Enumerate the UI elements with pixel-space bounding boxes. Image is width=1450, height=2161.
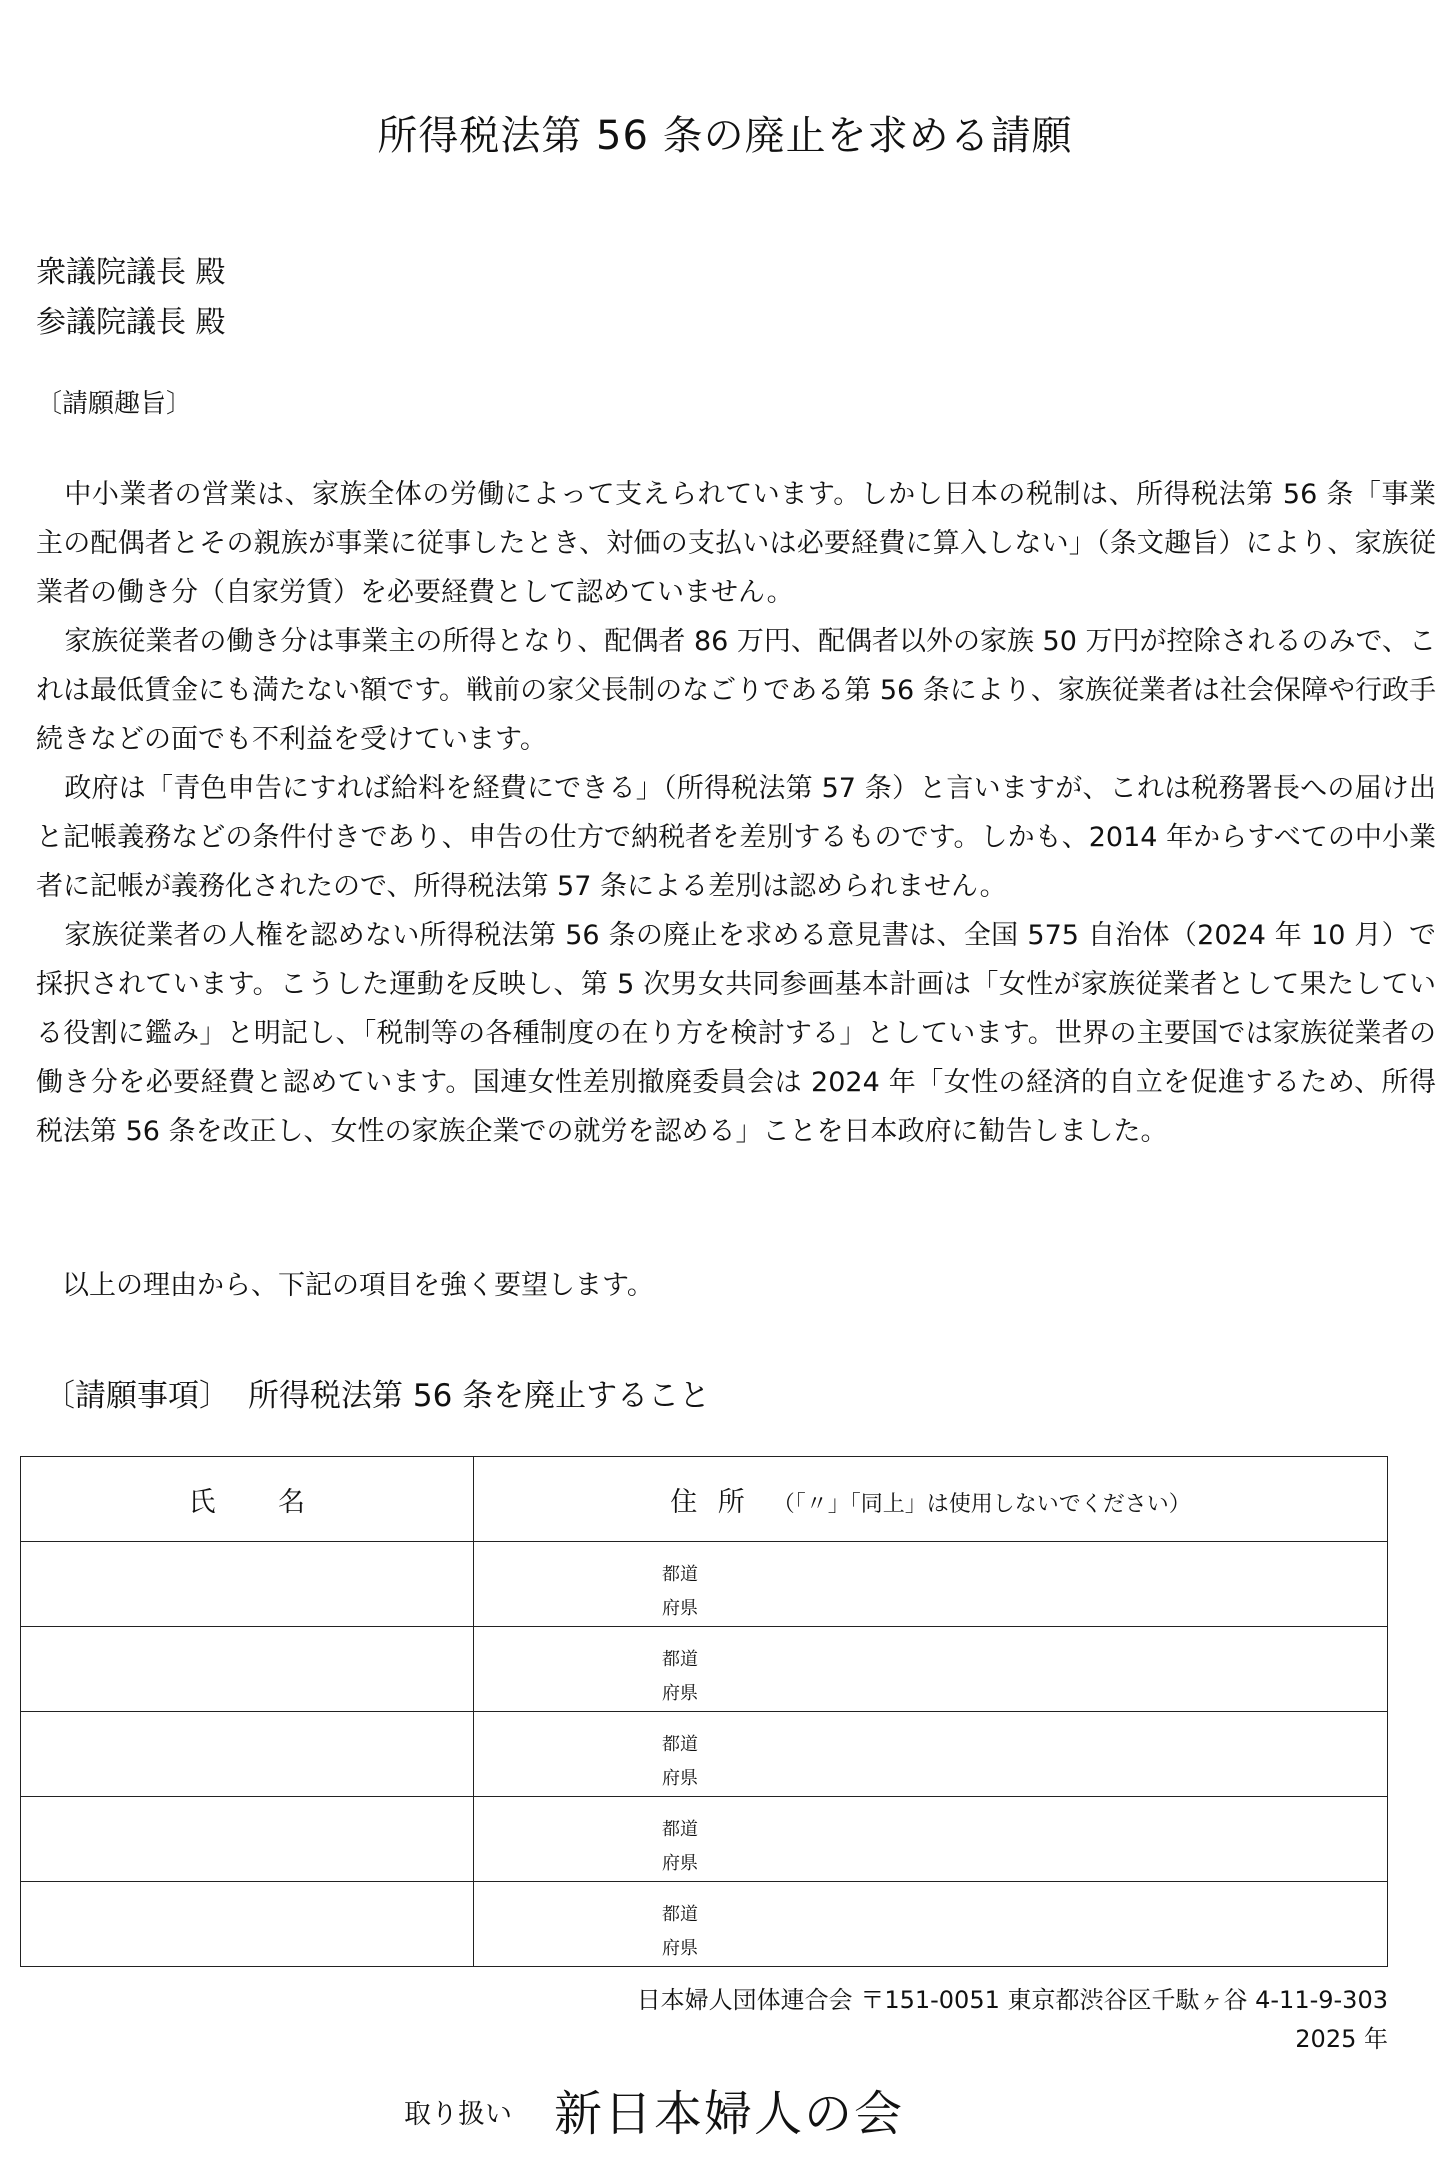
prefecture-label-bottom: 府県 xyxy=(662,1853,698,1874)
prefecture-label-top: 都道 xyxy=(662,1904,698,1925)
name-field[interactable] xyxy=(21,1712,474,1797)
conclusion-text: 以上の理由から、下記の項目を強く要望します。 xyxy=(62,1270,654,1301)
handling-label: 取り扱い xyxy=(404,2099,512,2130)
name-field[interactable] xyxy=(21,1542,474,1627)
prefecture-label-top: 都道 xyxy=(662,1734,698,1755)
table-row xyxy=(21,1882,1388,1967)
name-header-char-1: 氏 xyxy=(188,1486,216,1518)
petition-item-label: 〔請願事項〕 xyxy=(44,1378,230,1414)
prefecture-label xyxy=(662,1558,698,1626)
name-column-header xyxy=(21,1457,474,1542)
prefecture-label-bottom: 府県 xyxy=(662,1683,698,1704)
year-label: 2025 年 xyxy=(1295,2025,1388,2053)
name-header-char-2: 名 xyxy=(278,1486,306,1518)
prefecture-label xyxy=(662,1813,698,1881)
body-paragraph: 家族従業者の人権を認めない所得税法第 56 条の廃止を求める意見書は、全国 575 自治体（2024 年 10 月）で採択されています。こうした運動を反映し、第 5 次男女共同参画基本計画は「女性が家族従業者として果たしている役割に鑑み」と明記し、「税制等の各種制度の在り方を検討する」としています。世界の主要国では家族従業者の働き分を必要経費と認めています。国連女性差別撤廃委員会は 2024 年「女性の経済的自立を促進するため、所得税法第 56 条を改正し、女性の家族企業での就労を認める」ことを日本政府に勧告しました。 xyxy=(36,920,1436,1147)
addressee-house-of-councillors: 参議院議長 殿 xyxy=(36,305,226,340)
table-row xyxy=(21,1627,1388,1712)
prefecture-label xyxy=(662,1728,698,1796)
name-field[interactable] xyxy=(21,1627,474,1712)
body-paragraph: 政府は「青色申告にすれば給料を経費にできる」（所得税法第 57 条）と言いますが、これは税務署長への届け出と記帳義務などの条件付きであり、申告の仕方で納税者を差別するものです。しかも、2014 年からすべての中小業者に記帳が義務化されたので、所得税法第 57 条による差別は認められません。 xyxy=(36,773,1436,902)
address-field[interactable] xyxy=(474,1712,1388,1797)
page-title: 所得税法第 56 条の廃止を求める請願 xyxy=(377,113,1073,159)
signature-table-header xyxy=(21,1457,1388,1542)
name-field[interactable] xyxy=(21,1797,474,1882)
prefecture-label-bottom: 府県 xyxy=(662,1768,698,1789)
table-row xyxy=(21,1712,1388,1797)
prefecture-label-top: 都道 xyxy=(662,1649,698,1670)
name-field[interactable] xyxy=(21,1882,474,1967)
prefecture-label xyxy=(662,1643,698,1711)
table-row xyxy=(21,1797,1388,1882)
organization-address: 日本婦人団体連合会 〒151-0051 東京都渋谷区千駄ヶ谷 4-11-9-303 xyxy=(636,1986,1388,2014)
address-field[interactable] xyxy=(474,1882,1388,1967)
purpose-heading: 〔請願趣旨〕 xyxy=(36,389,193,419)
prefecture-label-top: 都道 xyxy=(662,1564,698,1585)
petition-item-text: 所得税法第 56 条を廃止すること xyxy=(248,1378,711,1414)
body-paragraph: 家族従業者の働き分は事業主の所得となり、配偶者 86 万円、配偶者以外の家族 50 万円が控除されるのみで、これは最低賃金にも満たない額です。戦前の家父長制のなごりである第 56 条により、家族従業者は社会保障や行政手続きなどの面でも不利益を受けています。 xyxy=(36,626,1436,755)
address-field[interactable] xyxy=(474,1797,1388,1882)
table-row xyxy=(21,1542,1388,1627)
body-paragraph: 中小業者の営業は、家族全体の労働によって支えられています。しかし日本の税制は、所得税法第 56 条「事業主の配偶者とその親族が事業に従事したとき、対価の支払いは必要経費に算入しない」（条文趣旨）により、家族従業者の働き分（自家労賃）を必要経費として認めていません。 xyxy=(36,479,1436,608)
prefecture-label-bottom: 府県 xyxy=(662,1598,698,1619)
address-header-label: 住 所 xyxy=(670,1486,751,1518)
prefecture-label-top: 都道 xyxy=(662,1819,698,1840)
signature-table xyxy=(20,1456,1388,1967)
address-column-header xyxy=(474,1457,1388,1542)
address-field[interactable] xyxy=(474,1542,1388,1627)
address-header-note: （「〃」「同上」は使用しないでください） xyxy=(772,1491,1191,1517)
address-field[interactable] xyxy=(474,1627,1388,1712)
prefecture-label-bottom: 府県 xyxy=(662,1938,698,1959)
petition-body xyxy=(36,470,1436,1156)
addressee-house-of-representatives: 衆議院議長 殿 xyxy=(36,255,226,290)
petition-item xyxy=(44,1370,710,1415)
prefecture-label xyxy=(662,1898,698,1966)
handler-organization: 新日本婦人の会 xyxy=(554,2086,905,2142)
